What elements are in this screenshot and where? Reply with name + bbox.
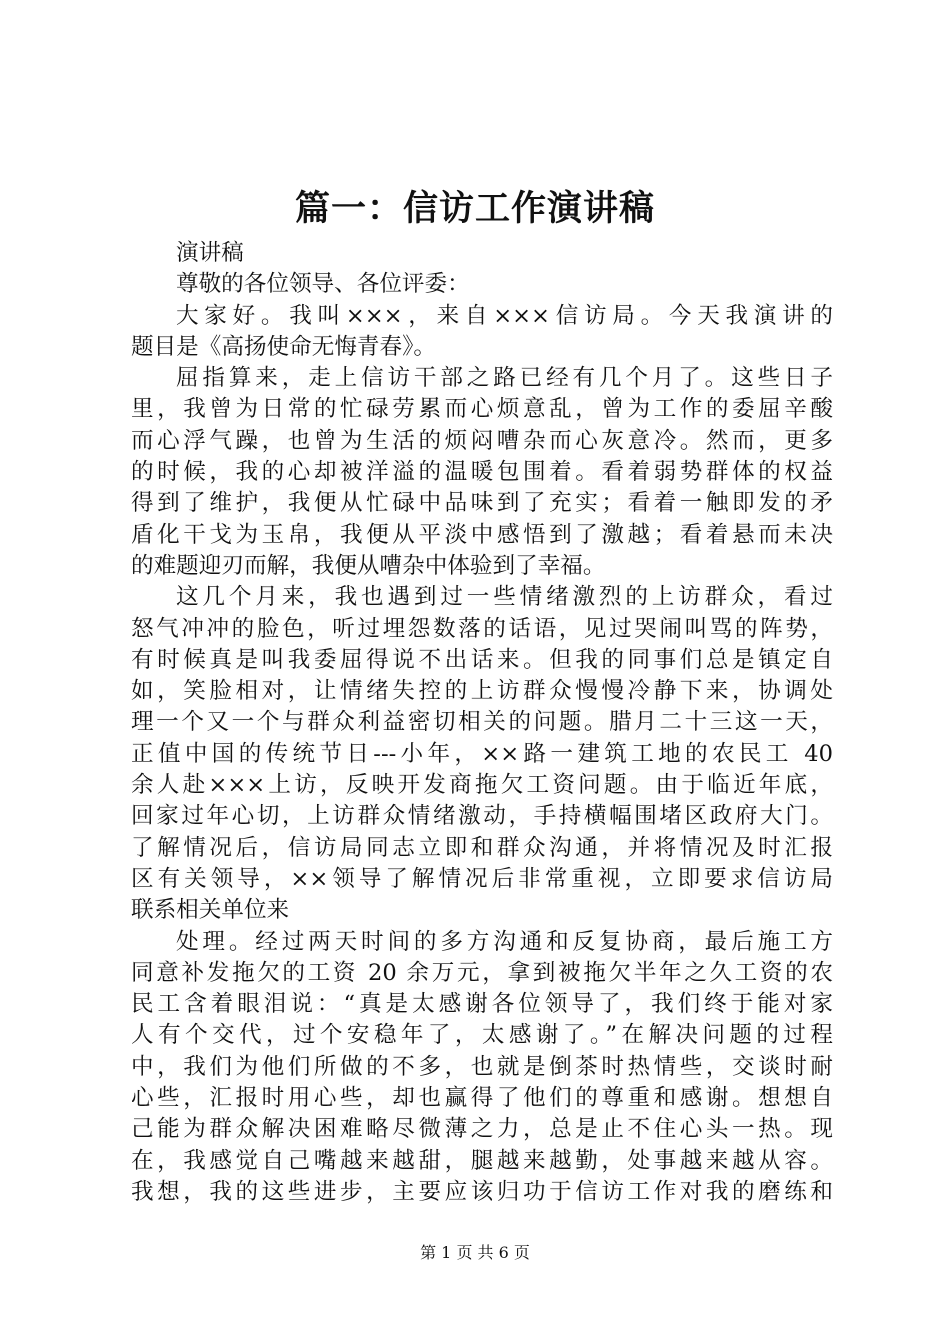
text-line: 处理。经过两天时间的多方沟通和反复协商，最后施工方 [176, 928, 833, 955]
text-line: 屈指算来，走上信访干部之路已经有几个月了。这些日子 [176, 365, 833, 392]
text-line: 盾化干戈为玉帛，我便从平淡中感悟到了激越；看着悬而未决 [131, 521, 833, 548]
text-line: 区有关领导，××领导了解情况后非常重视，立即要求信访局 [131, 865, 833, 892]
text-line: 演讲稿 [176, 240, 244, 266]
text-line: 心些，汇报时用心些，却也赢得了他们的尊重和感谢。想想自 [131, 1085, 833, 1112]
text-line: 理一个又一个与群众利益密切相关的问题。腊月二十三这一天， [131, 709, 833, 736]
text-line: 尊敬的各位领导、各位评委： [176, 271, 470, 298]
text-line: 中，我们为他们所做的不多，也就是倒茶时热情些，交谈时耐 [131, 1053, 833, 1080]
text-line: 回家过年心切，上访群众情绪激动，手持横幅围堵区政府大门。 [131, 803, 833, 830]
text-line: 题目是《高扬使命无悔青春》。 [131, 333, 437, 360]
text-line: 有时候真是叫我委屈得说不出话来。但我的同事们总是镇定自 [131, 646, 833, 673]
text-line: 大家好。我叫×××，来自×××信访局。今天我演讲的 [176, 302, 833, 329]
text-line: 了解情况后，信访局同志立即和群众沟通，并将情况及时汇报 [131, 834, 833, 861]
text-line: 而心浮气躁，也曾为生活的烦闷嘈杂而心灰意冷。然而，更多 [131, 427, 833, 454]
page-title: 篇一：信访工作演讲稿 [294, 188, 655, 229]
text-line: 联系相关单位来 [131, 897, 290, 924]
text-line: 己能为群众解决困难略尽微薄之力，总是止不住心头一热。现 [131, 1116, 833, 1143]
page-footer: 第 1 页 共 6 页 [420, 1243, 530, 1262]
text-line: 得到了维护，我便从忙碌中品味到了充实；看着一触即发的矛 [131, 490, 833, 517]
text-line: 正值中国的传统节日---小年，××路一建筑工地的农民工 40 [131, 740, 833, 767]
text-line: 的时候，我的心却被洋溢的温暖包围着。看着弱势群体的权益 [131, 459, 833, 486]
text-line: 如，笑脸相对，让情绪失控的上访群众慢慢冷静下来，协调处 [131, 678, 833, 705]
text-line: 的难题迎刃而解，我便从嘈杂中体验到了幸福。 [131, 552, 606, 579]
text-line: 同意补发拖欠的工资 20 余万元，拿到被拖欠半年之久工资的农 [131, 959, 833, 986]
text-line: 在，我感觉自己嘴越来越甜，腿越来越勤，处事越来越从容。 [131, 1147, 833, 1174]
text-line: 余人赴×××上访，反映开发商拖欠工资问题。由于临近年底， [131, 772, 833, 799]
text-line: 人有个交代，过个安稳年了，太感谢了。”在解决问题的过程 [131, 1022, 833, 1049]
text-line: 民工含着眼泪说：“真是太感谢各位领导了，我们终于能对家 [131, 991, 833, 1018]
document-body [131, 238, 833, 1208]
text-line: 怒气冲冲的脸色，听过埋怨数落的话语，见过哭闹叫骂的阵势， [131, 615, 833, 642]
text-line: 这几个月来，我也遇到过一些情绪激烈的上访群众，看过 [176, 584, 833, 611]
text-line: 我想，我的这些进步，主要应该归功于信访工作对我的磨练和 [131, 1178, 833, 1205]
text-line: 里，我曾为日常的忙碌劳累而心烦意乱，曾为工作的委屈辛酸 [131, 396, 833, 423]
